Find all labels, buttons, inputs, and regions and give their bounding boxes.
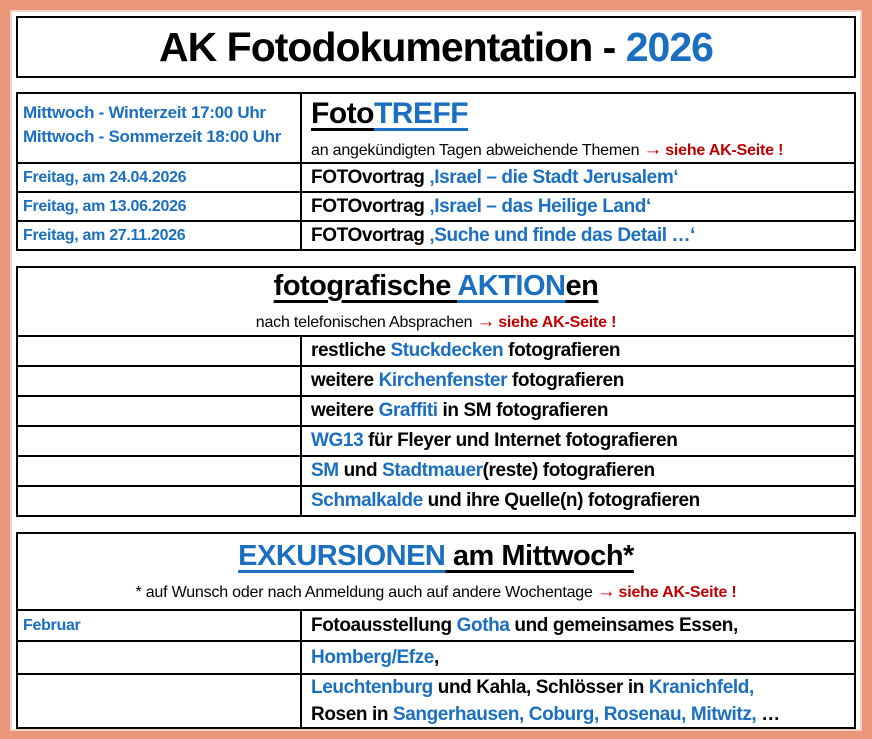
note-text: * auf Wunsch oder nach Anmeldung auch auf andere Wochentage — [135, 584, 593, 601]
exkursion-text-line2: Rosen in Sangerhausen, Coburg, Rosenau, Mitwitz, … — [311, 704, 780, 725]
fototreff-note — [311, 139, 783, 161]
title-box — [16, 16, 856, 78]
page-title: AK Fotodokumentation - 2026 — [159, 23, 713, 70]
aktion-cell — [302, 425, 854, 455]
empty-cell — [18, 485, 302, 515]
aktion-cell — [302, 395, 854, 425]
month-label: Februar — [23, 616, 81, 634]
event-cell — [302, 220, 854, 249]
aktion-text: weitere Graffiti in SM fotografieren — [311, 400, 609, 421]
page-frame — [10, 10, 862, 731]
date-cell — [18, 220, 302, 249]
aktionen-heading: fotografische AKTIONen — [273, 270, 599, 302]
exkursion-cell — [302, 640, 854, 673]
aktion-text: SM und Stadtmauer(reste) fotografieren — [311, 460, 655, 481]
event-date: Freitag, am 27.11.2026 — [23, 226, 186, 244]
event-cell — [302, 191, 854, 220]
event-date: Freitag, am 13.06.2026 — [23, 197, 187, 215]
event-date: Freitag, am 24.04.2026 — [23, 168, 187, 186]
aktionen-table — [16, 266, 856, 517]
aktion-cell — [302, 365, 854, 395]
meeting-times-cell — [18, 94, 302, 162]
note-red-text: siehe AK-Seite ! — [618, 584, 737, 601]
exkursion-text-line1: Leuchtenburg und Kahla, Schlösser in Kranichfeld, — [311, 677, 754, 698]
fototreff-header-cell — [302, 94, 854, 162]
empty-cell — [18, 455, 302, 485]
aktionen-header-cell — [18, 268, 854, 335]
meeting-time-summer: Mittwoch - Sommerzeit 18:00 Uhr — [23, 127, 282, 146]
empty-cell — [18, 335, 302, 365]
event-title: FOTOvortrag ‚Suche und finde das Detail …‘ — [311, 224, 696, 246]
arrow-icon: → — [643, 139, 663, 160]
exkursionen-heading: EXKURSIONEN am Mittwoch* — [238, 540, 634, 572]
empty-cell — [18, 395, 302, 425]
date-cell — [18, 191, 302, 220]
arrow-icon: → — [596, 581, 616, 602]
aktion-text: weitere Kirchenfenster fotografieren — [311, 370, 624, 391]
empty-cell — [18, 640, 302, 673]
event-cell — [302, 162, 854, 191]
aktionen-note — [256, 311, 616, 333]
date-cell — [18, 162, 302, 191]
exkursion-text: Fotoausstellung Gotha und gemeinsames Essen, — [311, 614, 738, 636]
fototreff-heading: FotoTREFF — [311, 97, 469, 130]
empty-cell — [18, 425, 302, 455]
month-cell — [18, 609, 302, 640]
exkursion-cell — [302, 673, 854, 727]
aktion-cell — [302, 335, 854, 365]
meeting-time-winter: Mittwoch - Winterzeit 17:00 Uhr — [23, 103, 266, 122]
note-text: nach telefonischen Absprachen — [255, 314, 473, 331]
exkursion-cell — [302, 609, 854, 640]
note-text: an angekündigten Tagen abweichende Themen — [311, 142, 640, 159]
exkursion-text: Homberg/Efze, — [311, 646, 439, 668]
fototreff-table — [16, 92, 856, 251]
aktion-cell — [302, 485, 854, 515]
aktion-text: Schmalkalde und ihre Quelle(n) fotografieren — [311, 490, 700, 511]
empty-cell — [18, 673, 302, 727]
event-title: FOTOvortrag ‚Israel – das Heilige Land‘ — [311, 195, 651, 217]
note-red-text: siehe AK-Seite ! — [665, 142, 784, 159]
aktion-text: WG13 für Fleyer und Internet fotografieren — [311, 430, 678, 451]
empty-cell — [18, 365, 302, 395]
note-red-text: siehe AK-Seite ! — [498, 314, 617, 331]
exkursionen-header-cell — [18, 534, 854, 609]
event-title: FOTOvortrag ‚Israel – die Stadt Jerusalem‘ — [311, 166, 679, 188]
arrow-icon: → — [476, 311, 496, 332]
exkursionen-table — [16, 532, 856, 729]
aktion-cell — [302, 455, 854, 485]
exkursionen-note — [135, 581, 736, 603]
aktion-text: restliche Stuckdecken fotografieren — [311, 340, 621, 361]
